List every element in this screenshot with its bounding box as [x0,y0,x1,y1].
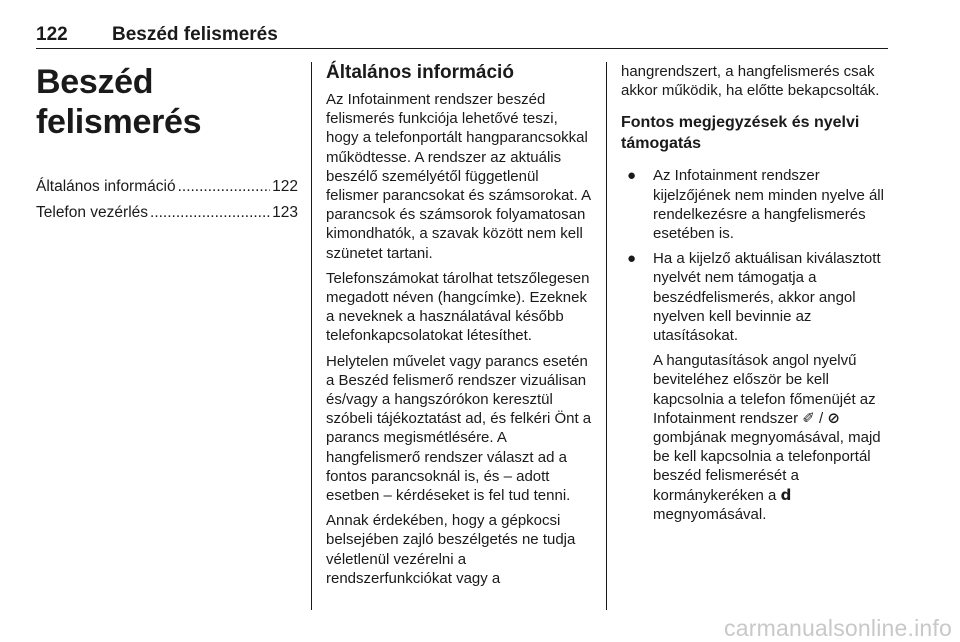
body-paragraph: Helytelen művelet vagy parancs esetén a Beszéd felismerő rendszer vizuálisan és/vagy a hangszórókon keresztül szóbeli tájékoztatást ad, és felkéri Önt a parancs megismétlésére. A hangfelismerő rendszer választ ad a fontos parancsoknál is, és – adott esetben – kérdéseket is fel tud tenni. [326,352,592,505]
body-paragraph: Telefonszámokat tárolhat tetszőlegesen megadott néven (hangcímke). Ezeknek a neveknek a használatával később telefonkapcsolatokat létesíthet. [326,269,590,345]
page-header [36,24,888,49]
notes-list [621,166,889,524]
main-column [326,62,592,594]
column-divider [311,62,312,610]
list-item-text: Az Infotainment rendszer kijelzőjének nem minden nyelve áll rendelkezésre a hangfelismerés esetében is. [653,167,884,243]
toc-entry[interactable] [36,200,298,226]
page-number: 122 [36,24,68,45]
subparagraph-text: A hangutasítások angol nyelvű beviteléhez először be kell kapcsolnia a telefon főmenüjét az Infotainment rendszer [653,352,876,427]
table-of-contents [36,174,298,226]
column-divider [606,62,607,610]
list-item [621,249,889,524]
phone-icon: ✐ [802,409,815,427]
body-paragraph: Annak érdekében, hogy a gépkocsi belsejében zajló beszélgetés ne tudja véletlenül vezérelni a rendszerfunkciókat vagy a [326,512,576,587]
body-paragraph: Az Infotainment rendszer beszéd felismerés funkciója lehetővé teszi, hogy a telefonportált hangparancsokkal működtesse. A rendszer az aktuális beszélő személyétől függetlenül felismer parancsokat és számsorokat. A parancsok és számsorok folyamatosan kimondhatók, a szavak között nem kell szünetet tartani. [326,91,591,262]
toc-leader-dots [178,174,271,200]
right-column [621,62,889,530]
list-item-text: Ha a kijelző aktuálisan kiválasztott nyelvét nem támogatja a beszédfelismerés, akkor angol nyelven kell bevinnie az utasításokat. [653,250,881,345]
toc-column [36,62,298,226]
continued-paragraph: hangrendszert, a hangfelismerés csak akkor működik, ha előtte bekapcsolták. [621,63,880,100]
list-item-subparagraph [653,351,889,524]
list-item [621,166,889,243]
subparagraph-text: megnyomásával. [653,505,767,523]
toc-entry-label: Telefon vezérlés [36,204,149,221]
section-heading: Általános információ [326,62,514,83]
mute-icon: ⊘ [827,409,840,427]
toc-entry-page: 123 [272,204,298,221]
voice-control-icon: 𝗱 [780,486,792,504]
watermark: carmanualsonline.info [724,615,952,641]
separator: / [819,409,824,427]
subparagraph-text: gombjának megnyomásával, majd be kell kapcsolnia a telefonportál beszéd felismerését a kormánykeréken a [653,429,881,504]
subsection-heading: Fontos megjegyzések és nyelvi támogatás [621,114,860,153]
toc-entry-page: 122 [272,178,298,195]
bullet-icon: ● [627,250,637,268]
chapter-title: Beszéd felismerés [36,63,202,141]
toc-entry[interactable] [36,174,298,200]
toc-leader-dots [150,200,270,226]
toc-entry-label: Általános információ [36,178,176,195]
running-title: Beszéd felismerés [112,24,278,45]
bullet-icon: ● [627,167,637,185]
